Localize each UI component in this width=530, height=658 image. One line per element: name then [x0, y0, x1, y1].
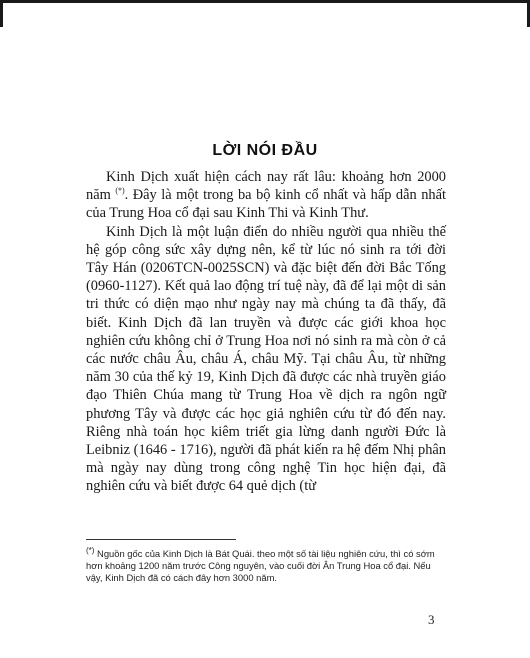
paragraph-1-text-after: . Đây là một trong ba bộ kinh cổ nhất và hấp dẫn nhất của Trung Hoa cổ đại sau Kinh Thi và Kinh Thư.	[86, 187, 447, 222]
paragraph-2: Kinh Dịch là một luận điển do nhiều người qua nhiều thế hệ góp công sức xây dựng nên, kể từ lúc nó sinh ra tới đời Tây Hán (0206TCN-0025SCN) và đặc biệt đến đời Bắc Tống (0960-1127). Kết quả lao động trí tuệ này, đã để lại một di sản tri thức có diện mạo như ngày nay mà chúng ta đã thấy, đã biết. Kinh Dịch đã lan truyền và được các giới khoa học nghiên cứu không chỉ ở Trung Hoa nơi nó sinh ra mà còn ở cả các nước châu Âu, châu Á, châu Mỹ. Tại châu Âu, từ những năm 30 của thế kỷ 19, Kinh Dịch đã được các nhà truyền giáo đạo Thiên Chúa mang từ Trung Hoa về dịch ra ngôn ngữ phương Tây và được các học giả nghiên cứu từ đó đến nay. Riêng nhà toán học kiêm triết gia lừng danh người Đức là Leibniz (1646 - 1716), người đã phát kiến ra hệ đếm Nhị phân mà ngày nay dùng trong công nghệ Tin học hiện đại, đã nghiên cứu và biết được 64 quẻ dịch (từ	[86, 223, 446, 495]
footnote	[86, 545, 446, 583]
footnote-divider	[86, 539, 236, 540]
paragraph-1	[86, 168, 446, 223]
page-heading: LỜI NÓI ĐẦU	[212, 142, 318, 159]
top-border	[0, 0, 530, 3]
body-text	[86, 168, 446, 496]
page-number: 3	[428, 612, 435, 627]
footnote-text: Nguồn gốc của Kinh Dịch là Bát Quái. theo một số tài liệu nghiên cứu, thì có sớm hơn khoảng 1200 năm trước Công nguyên, vào cuối đời Ân Trung Hoa cổ đại. Nếu vậy, Kinh Dịch đã có cách đây hơn 3000 năm.	[86, 548, 435, 583]
left-border-mark	[0, 3, 3, 27]
footnote-reference-marker: (*)	[115, 186, 125, 196]
footnote-marker: (*)	[86, 545, 95, 555]
paragraph-1-text-before: Kinh Dịch xuất hiện cách nay rất lâu: khoảng hơn 2000 năm	[86, 169, 446, 204]
